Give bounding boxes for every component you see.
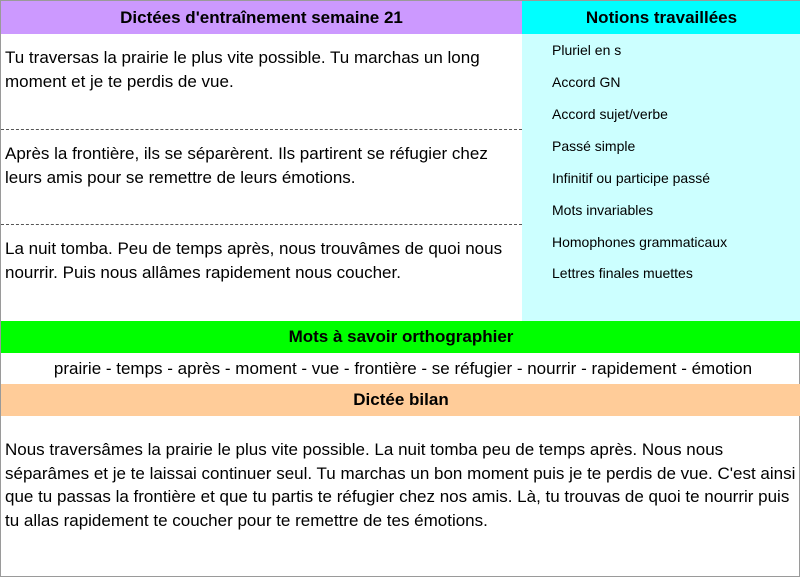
bilan-text: Nous traversâmes la prairie le plus vite possible. La nuit tomba peu de temps après. Nous nous séparâmes et je te laissai continuer seul. Tu marchas un bon moment puis je te perdis de vue. C'est ainsi que tu passas la frontière et que tu partis te réfugier chez nos amis. Là, tu trouvas de quoi te nourrir puis tu allas rapidement te coucher pour te remettre de tes émotions.	[5, 440, 796, 530]
notion-item: Accord sujet/verbe	[552, 106, 668, 122]
notion-item: Pluriel en s	[552, 42, 622, 58]
mots-header: Mots à savoir orthographier	[1, 321, 800, 353]
dictee-2: Après la frontière, ils se séparèrent. Ils partirent se réfugier chez leurs amis pour se remettre de leurs émotions.	[1, 130, 522, 225]
notions-list	[522, 34, 800, 321]
dictees-section	[1, 34, 522, 321]
bilan-header: Dictée bilan	[1, 384, 800, 416]
notion-item: Passé simple	[552, 138, 636, 154]
mots-list: prairie - temps - après - moment - vue - frontière - se réfugier - nourrir - rapidement - émotion	[53, 358, 753, 378]
notion-item: Infinitif ou participe passé	[552, 170, 710, 186]
notion-item: Mots invariables	[552, 202, 654, 218]
notion-item: Homophones grammaticaux	[552, 234, 728, 250]
notions-header: Notions travaillées	[522, 1, 800, 34]
notion-item: Accord GN	[552, 74, 621, 90]
dictees-header: Dictées d'entraînement semaine 21	[1, 1, 522, 34]
dictee-1: Tu traversas la prairie le plus vite possible. Tu marchas un long moment et je te perdis de vue.	[1, 34, 522, 130]
dictee-3: La nuit tomba. Peu de temps après, nous trouvâmes de quoi nous nourrir. Puis nous allâmes rapidement nous coucher.	[5, 239, 503, 282]
notion-item: Lettres finales muettes	[552, 265, 693, 281]
